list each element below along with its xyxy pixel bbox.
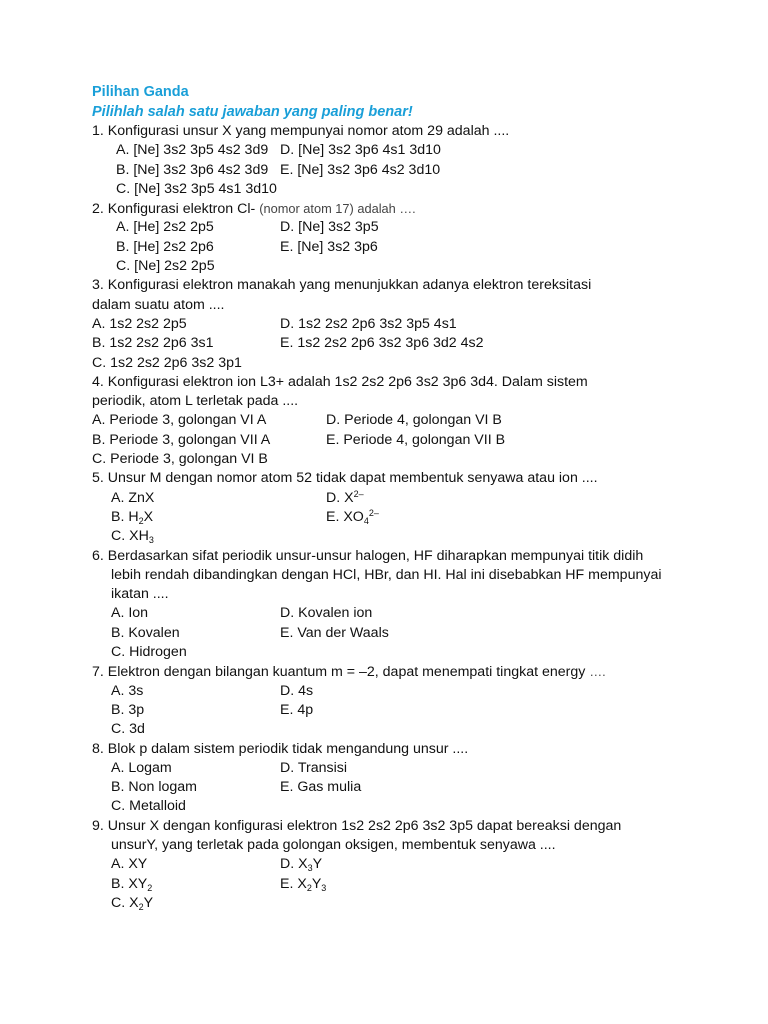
question-9-continued: unsurY, yang terletak pada golongan oksigen, membentuk senyawa ....: [111, 836, 556, 853]
option[interactable]: B. $XY_2$: [111, 875, 153, 893]
option[interactable]: B. 3p: [111, 701, 145, 718]
option[interactable]: B. $H_2X$: [111, 508, 154, 526]
question-6-options-row-1: [92, 604, 732, 623]
option[interactable]: A. Logam: [111, 759, 172, 776]
question-1-options-row-3: [92, 180, 732, 199]
option[interactable]: B. Periode 3, golongan VII A: [92, 431, 271, 448]
option[interactable]: E. [Ne] 3s2 3p6: [280, 238, 378, 255]
option[interactable]: D. [Ne] 3s2 3p6 4s1 3d10: [280, 142, 441, 159]
option[interactable]: D. $X_3Y$: [280, 856, 323, 874]
option[interactable]: E. Gas mulia: [280, 779, 362, 796]
option[interactable]: E. [Ne] 3s2 3p6 4s2 3d10: [280, 161, 441, 178]
question-6-continued: lebih rendah dibandingkan dengan HCl, HBr, dan HI. Hal ini disebabkan HF mempunyai: [111, 566, 662, 583]
option[interactable]: C. Metalloid: [111, 798, 186, 815]
question-1: 1. Konfigurasi unsur X yang mempunyai nomor atom 29 adalah ....: [92, 123, 510, 139]
option[interactable]: A. ZnX: [111, 489, 155, 506]
option[interactable]: E. 4p: [280, 701, 314, 718]
question-7-options-row-2: [92, 701, 732, 720]
option[interactable]: C. Periode 3, golongan VI B: [92, 451, 268, 468]
question-4-options-row-3: [92, 450, 732, 469]
question-2-options-row-1: [92, 218, 732, 237]
question-9-options-row-1: [92, 855, 732, 874]
question-7-options-row-3: [92, 720, 732, 739]
question-7: 7. Elektron dengan bilangan kuantum m = –2, dapat menempati tingkat energy ….: [92, 664, 606, 681]
question-5-options-row-2: [92, 508, 732, 527]
question-2: 2. Konfigurasi elektron Cl- (nomor atom 17) adalah ….: [92, 201, 416, 218]
instruction-text: Pilihlah salah satu jawaban yang paling benar!: [92, 104, 413, 120]
option[interactable]: D. 4s: [280, 682, 314, 699]
question-7-options-row-1: [92, 682, 732, 701]
option[interactable]: B. 1s2 2s2 2p6 3s1: [92, 335, 214, 352]
document-page: [92, 82, 732, 913]
option[interactable]: E. Periode 4, golongan VII B: [326, 431, 506, 448]
option[interactable]: A. [Ne] 3s2 3p5 4s2 3d9: [116, 142, 269, 159]
option[interactable]: C. 1s2 2s2 2p6 3s2 3p1: [92, 354, 242, 371]
option[interactable]: B. Non logam: [111, 779, 197, 796]
option[interactable]: B. [He] 2s2 2p6: [116, 238, 214, 255]
question-4: 4. Konfigurasi elektron ion L3+ adalah 1s2 2s2 2p6 3s2 3p6 3d4. Dalam sistem: [92, 373, 588, 390]
question-3-options-row-2: [92, 334, 732, 353]
option[interactable]: C. $XH_3$: [111, 528, 154, 546]
question-3-options-row-1: [92, 315, 732, 334]
option[interactable]: D. Periode 4, golongan VI B: [326, 412, 502, 429]
option[interactable]: B. Kovalen: [111, 624, 180, 641]
option[interactable]: E. 1s2 2s2 2p6 3s2 3p6 3d2 4s2: [280, 335, 484, 352]
option[interactable]: D. Kovalen ion: [280, 605, 373, 622]
question-8-options-row-3: [92, 797, 732, 816]
question-5-options-row-1: [92, 489, 732, 508]
option[interactable]: D. 1s2 2s2 2p6 3s2 3p5 4s1: [280, 315, 457, 332]
question-5: 5. Unsur M dengan nomor atom 52 tidak dapat membentuk senyawa atau ion ....: [92, 470, 598, 487]
option[interactable]: E. $XO_4^{2-}$: [326, 507, 379, 526]
question-6-options-row-3: [92, 643, 732, 662]
option[interactable]: B. [Ne] 3s2 3p6 4s2 3d9: [116, 161, 269, 178]
option[interactable]: C. $X_2Y$: [111, 894, 154, 912]
question-8-options-row-2: [92, 778, 732, 797]
question-6-options-row-2: [92, 624, 732, 643]
question-5-options-row-3: [92, 527, 732, 546]
option[interactable]: D. Transisi: [280, 759, 348, 776]
option[interactable]: E. $X_2Y_3$: [280, 875, 327, 893]
option[interactable]: A. Ion: [111, 605, 149, 622]
question-4-continued: periodik, atom L terletak pada ....: [92, 393, 299, 410]
question-6-continued-2: ikatan ....: [111, 586, 169, 603]
question-4-options-row-1: [92, 411, 732, 430]
option[interactable]: A. [He] 2s2 2p5: [116, 219, 214, 236]
question-9-options-row-3: [92, 894, 732, 913]
question-4-options-row-2: [92, 431, 732, 450]
question-3-continued: dalam suatu atom ....: [92, 296, 225, 313]
question-2-options-row-3: [92, 257, 732, 276]
option[interactable]: C. [Ne] 2s2 2p5: [116, 258, 215, 275]
question-6: 6. Berdasarkan sifat periodik unsur-unsur halogen, HF diharapkan mempunyai titik didih: [92, 547, 644, 564]
question-8: 8. Blok p dalam sistem periodik tidak mengandung unsur ....: [92, 740, 469, 757]
question-9: 9. Unsur X dengan konfigurasi elektron 1s2 2s2 2p6 3s2 3p5 dapat bereaksi dengan: [92, 817, 622, 834]
question-3: 3. Konfigurasi elektron manakah yang menunjukkan adanya elektron tereksitasi: [92, 277, 592, 294]
option[interactable]: E. Van der Waals: [280, 624, 389, 641]
question-8-options-row-1: [92, 759, 732, 778]
option[interactable]: D. $X^{2-}$: [326, 488, 364, 506]
option[interactable]: A. 1s2 2s2 2p5: [92, 315, 187, 332]
section-heading: Pilihan Ganda: [92, 84, 189, 100]
question-1-options-row-1: [92, 141, 732, 160]
question-3-options-row-3: [92, 354, 732, 373]
question-2-options-row-2: [92, 238, 732, 257]
question-1-options-row-2: [92, 161, 732, 180]
question-9-options-row-2: [92, 875, 732, 894]
option[interactable]: D. [Ne] 3s2 3p5: [280, 219, 379, 236]
option[interactable]: C. Hidrogen: [111, 644, 187, 661]
option[interactable]: C. [Ne] 3s2 3p5 4s1 3d10: [116, 180, 277, 197]
option[interactable]: A. 3s: [111, 682, 144, 699]
option[interactable]: C. 3d: [111, 721, 145, 738]
option[interactable]: A. Periode 3, golongan VI A: [92, 412, 267, 429]
option[interactable]: A. XY: [111, 856, 148, 873]
